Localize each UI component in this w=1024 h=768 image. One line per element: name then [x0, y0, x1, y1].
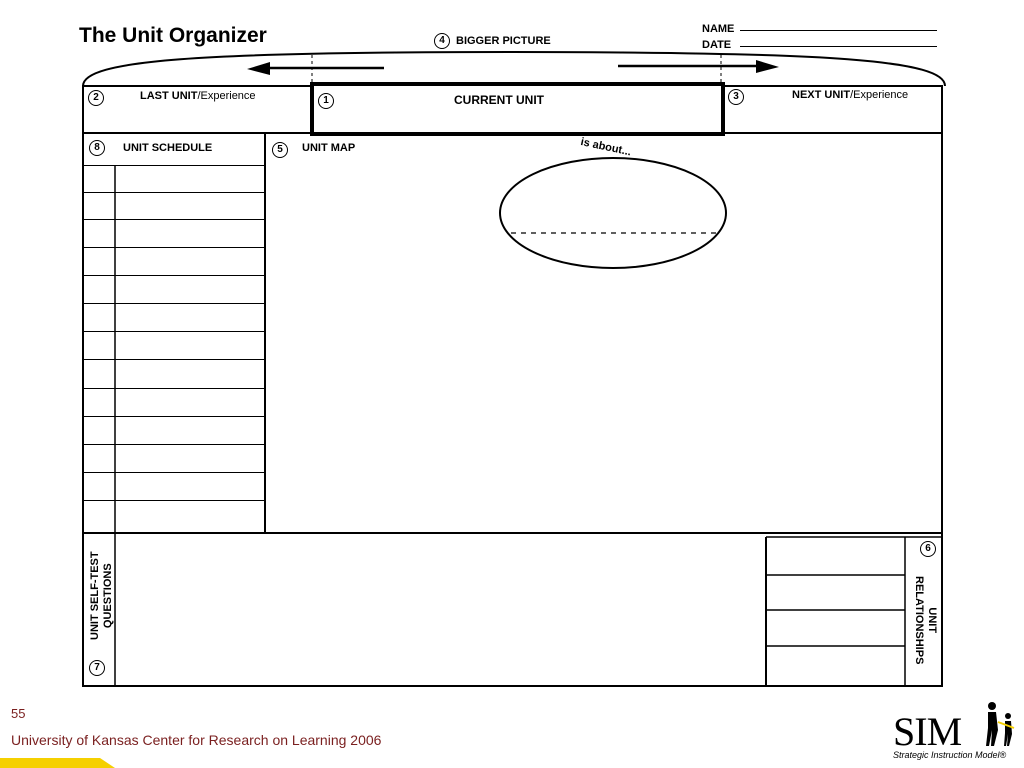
bigger-picture-arc: [83, 52, 945, 86]
bigger-picture-label: BIGGER PICTURE: [456, 35, 551, 47]
sim-figures-icon: [978, 700, 1018, 748]
bigger-picture-number: 4: [434, 33, 450, 49]
name-label: NAME: [702, 23, 735, 35]
date-label: DATE: [702, 39, 732, 51]
page-title: The Unit Organizer: [79, 24, 267, 47]
unit-map-number: 5: [272, 142, 288, 158]
schedule-row[interactable]: [83, 446, 265, 473]
self-test-number: 7: [89, 660, 105, 676]
footer-credit: University of Kansas Center for Research on Learning 2006: [11, 732, 382, 748]
schedule-row[interactable]: [83, 193, 265, 220]
unit-schedule-label: UNIT SCHEDULE: [123, 142, 213, 154]
sim-logo: SIM: [893, 709, 962, 754]
schedule-row[interactable]: [83, 333, 265, 360]
relationships-label: UNIT RELATIONSHIPS: [913, 576, 938, 665]
is-about-label: is about...: [579, 136, 633, 159]
self-test-area[interactable]: [117, 535, 764, 684]
unit-map-label: UNIT MAP: [302, 142, 356, 154]
schedule-row[interactable]: [83, 474, 265, 501]
accent-bar: [0, 758, 120, 768]
last-unit-number: 2: [88, 90, 104, 106]
unit-schedule-number: 8: [89, 140, 105, 156]
schedule-row[interactable]: [83, 277, 265, 304]
schedule-row[interactable]: [83, 362, 265, 389]
sim-tagline: Strategic Instruction Model®: [893, 750, 1007, 760]
relationships-number: 6: [920, 541, 936, 557]
page-number: 55: [11, 706, 26, 721]
next-unit-label: NEXT UNIT/Experience: [792, 89, 909, 101]
self-test-label: UNIT SELF-TEST QUESTIONS: [89, 551, 114, 640]
unit-map-ellipse: [500, 158, 726, 268]
schedule-row[interactable]: [83, 249, 265, 276]
last-unit-label: LAST UNIT/Experience: [140, 90, 256, 102]
current-unit-box: [312, 84, 723, 134]
schedule-row[interactable]: [83, 390, 265, 417]
schedule-row[interactable]: [83, 305, 265, 332]
schedule-row[interactable]: [83, 139, 265, 166]
left-arrow-head: [247, 62, 270, 75]
next-unit-number: 3: [728, 89, 744, 105]
current-unit-number: 1: [318, 93, 334, 109]
schedule-row[interactable]: [83, 166, 265, 193]
current-unit-label: CURRENT UNIT: [454, 93, 544, 107]
schedule-row[interactable]: [83, 221, 265, 248]
schedule-row[interactable]: [83, 418, 265, 445]
right-arrow-head: [756, 60, 779, 73]
